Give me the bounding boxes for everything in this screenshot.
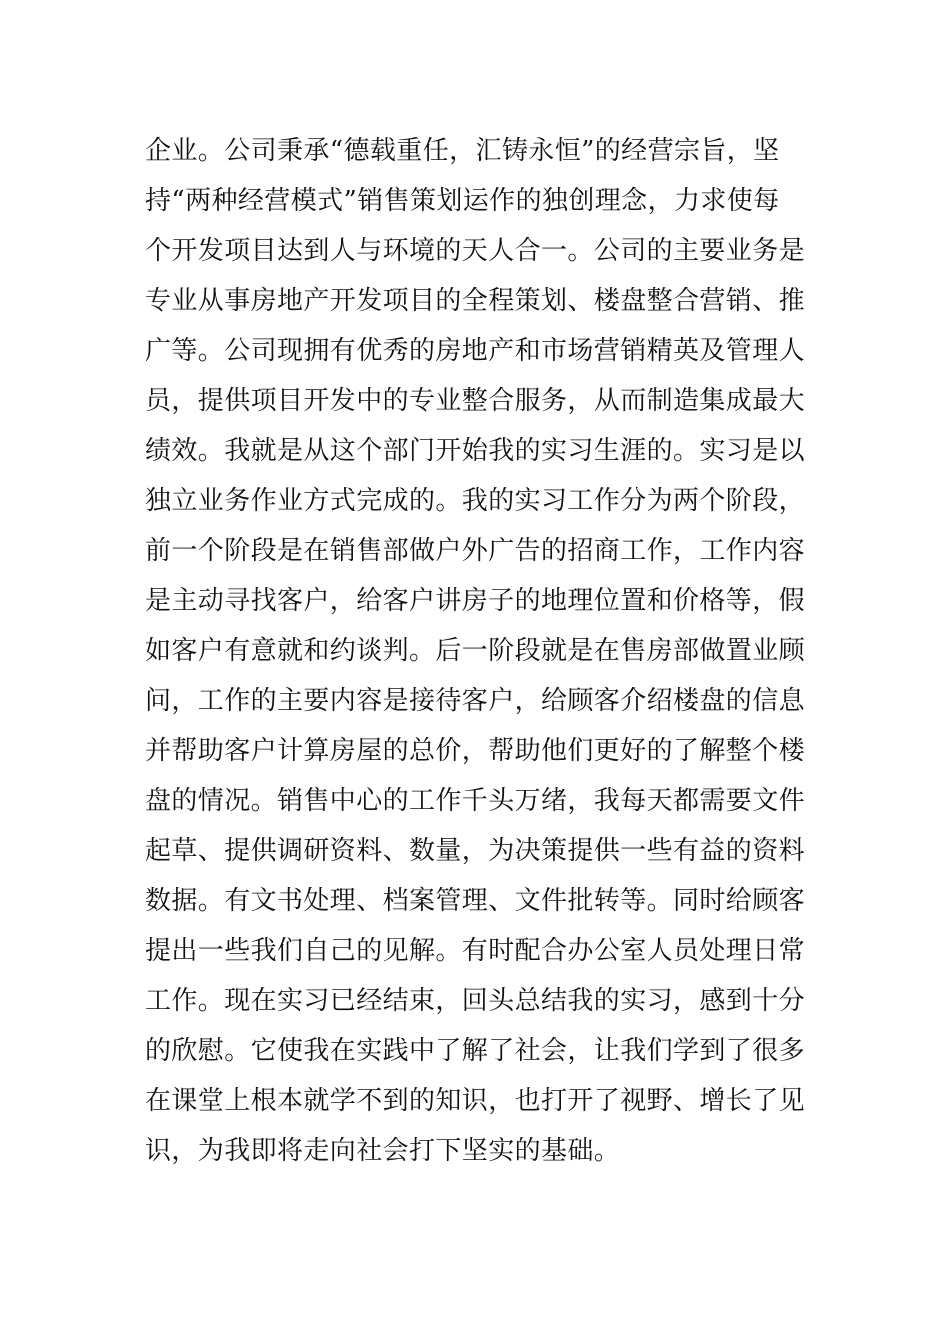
text-line: 持“两种经营模式”销售策划运作的独创理念，力求使每 xyxy=(145,186,780,216)
text-line: 是主动寻找客户，给客户讲房子的地理位置和价格等，假 xyxy=(145,586,806,616)
text-line: 起草、提供调研资料、数量，为决策提供一些有益的资料 xyxy=(145,836,806,866)
text-line: 的欣慰。它使我在实践中了解了社会，让我们学到了很多 xyxy=(145,1036,806,1066)
text-line: 独立业务作业方式完成的。我的实习工作分为两个阶段， xyxy=(145,486,806,516)
text-line: 前一个阶段是在销售部做户外广告的招商工作，工作内容 xyxy=(145,536,806,566)
text-line: 员，提供项目开发中的专业整合服务，从而制造集成最大 xyxy=(145,386,806,416)
text-line: 并帮助客户计算房屋的总价，帮助他们更好的了解整个楼 xyxy=(145,736,806,766)
text-line: 个开发项目达到人与环境的天人合一。公司的主要业务是 xyxy=(145,236,806,266)
text-line: 企业。公司秉承“德载重任，汇铸永恒”的经营宗旨，坚 xyxy=(145,136,780,166)
text-line: 如客户有意就和约谈判。后一阶段就是在售房部做置业顾 xyxy=(145,636,806,666)
text-line: 盘的情况。销售中心的工作千头万绪，我每天都需要文件 xyxy=(145,786,806,816)
body-paragraph xyxy=(145,126,815,1176)
text-line: 问，工作的主要内容是接待客户，给顾客介绍楼盘的信息 xyxy=(145,686,806,716)
text-line: 绩效。我就是从这个部门开始我的实习生涯的。实习是以 xyxy=(145,436,806,466)
text-line: 工作。现在实习已经结束，回头总结我的实习，感到十分 xyxy=(145,986,806,1016)
text-line: 提出一些我们自己的见解。有时配合办公室人员处理日常 xyxy=(145,936,806,966)
text-line: 识，为我即将走向社会打下坚实的基础。 xyxy=(145,1136,621,1166)
text-line: 数据。有文书处理、档案管理、文件批转等。同时给顾客 xyxy=(145,886,806,916)
text-line: 专业从事房地产开发项目的全程策划、楼盘整合营销、推 xyxy=(145,286,806,316)
text-line: 广等。公司现拥有优秀的房地产和市场营销精英及管理人 xyxy=(145,336,806,366)
text-line: 在课堂上根本就学不到的知识，也打开了视野、增长了见 xyxy=(145,1086,806,1116)
